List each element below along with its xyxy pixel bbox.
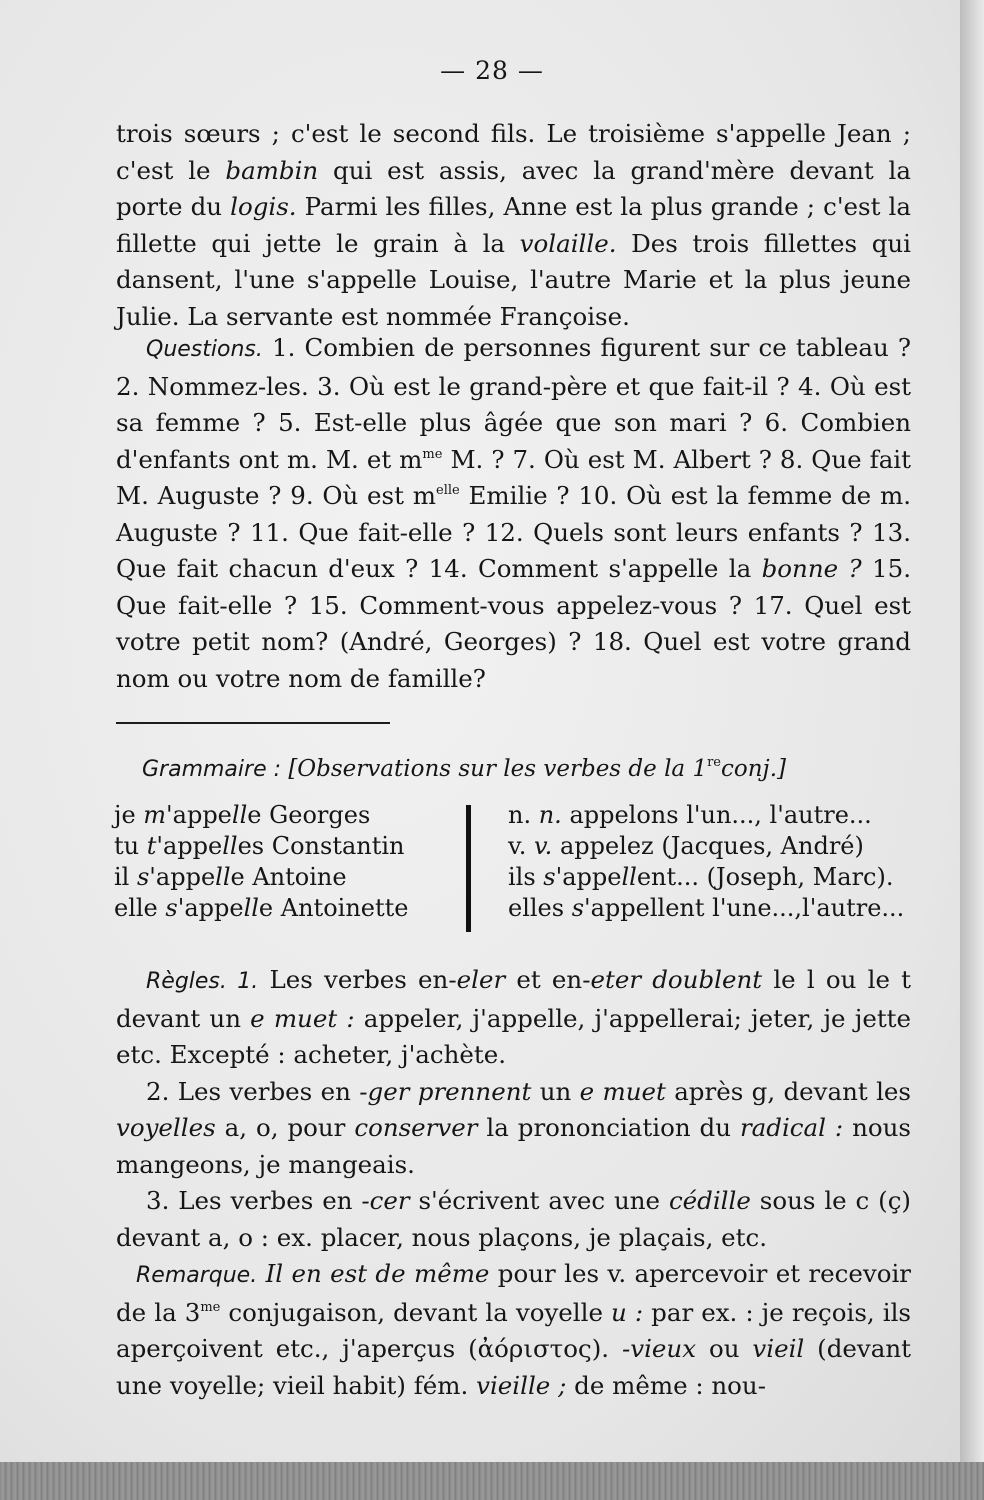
regle-italic: e muet :: [250, 1003, 355, 1033]
subject: v.: [508, 832, 534, 860]
remarque-text: ou: [696, 1334, 753, 1363]
remarque-text: de même : nou-: [566, 1370, 766, 1400]
verb-phrase: appellent l'une...,l'autre...: [590, 894, 905, 922]
subject: il: [114, 863, 137, 891]
remarque-italic: vieille ;: [476, 1370, 567, 1400]
subject: ils: [508, 863, 544, 891]
double-letter: ll: [621, 863, 637, 891]
section-divider: [116, 722, 390, 724]
subject: elles: [508, 894, 572, 922]
verb-end: e Antoinette: [258, 894, 409, 922]
verb-end: e Georges: [247, 801, 371, 829]
regle-text: sous le c (ç) devant a, o : ex. placer, nous plaçons, je plaçais, etc.: [116, 1186, 911, 1252]
remarque-text: conjugaison, devant la voyelle: [220, 1297, 612, 1327]
verb-end: e Antoine: [230, 863, 347, 891]
questions-text: M. ? 7. Où est M. Albert ? 8. Que fait M. Auguste ? 9. Où est m: [116, 444, 911, 510]
superscript: elle: [436, 483, 460, 498]
regle-text: Les verbes en-: [258, 965, 457, 994]
questions-text: 15. Que fait-elle ? 15. Comment-vous appelez-vous ? 17. Quel est votre petit nom? (André, Georges) ? 18. Quel est votre grand nom ou votre nom de famille?: [116, 554, 911, 693]
remarque-italic: -vieux: [621, 1334, 697, 1363]
book-cover-edge: [0, 1462, 984, 1500]
conjugation-line: [508, 893, 904, 924]
remarque-text: par ex. : je reçois, ils aperçoivent etc., j'aperçus (ἀόριστος).: [116, 1297, 911, 1363]
conjugation-plural: [508, 800, 904, 924]
intro-text: qui est assis, avec la grand'mère devant la porte du: [116, 155, 911, 221]
verb-end: ent... (Joseph, Marc).: [636, 863, 894, 891]
regle-italic: conserver: [354, 1113, 478, 1142]
questions-italic: bonne ?: [761, 554, 862, 583]
remarque-text: (devant une voyelle; vieil habit) fém.: [116, 1334, 911, 1400]
remarque-italic: u :: [611, 1297, 644, 1327]
subject: tu: [114, 832, 147, 860]
remarque: [116, 1256, 911, 1404]
superscript: re: [707, 755, 722, 770]
questions-label: Questions.: [146, 337, 263, 362]
regle-italic: -ger prennent: [359, 1076, 532, 1106]
pronoun: m': [143, 801, 173, 829]
page-number: — 28 —: [440, 56, 544, 85]
verb-stem: appe: [562, 863, 622, 891]
intro-text: Des trois fillettes qui dansent, l'une s'appelle Louise, l'autre Marie et la plus jeune Julie. La servante est nommée Françoise.: [116, 228, 912, 331]
regle-text: et en-: [505, 965, 591, 994]
regle-2: [116, 1074, 911, 1184]
regles-section: [116, 962, 911, 1404]
pronoun: s': [571, 894, 591, 922]
regle-3: [116, 1183, 911, 1256]
grammaire-heading: [142, 756, 786, 782]
verb-stem: appe: [155, 863, 216, 891]
intro-text: trois sœurs ; c'est le second fils. Le troisième s'appelle Jean ; c'est le: [116, 119, 911, 185]
grammaire-title: [Observations sur les verbes de la 1: [288, 756, 708, 782]
questions-text: 1. Combien de personnes figurent sur ce tableau ? 2. Nommez-les. 3. Où est le grand-père et que fait-il ? 4. Où est sa femme ? 5. Est-elle plus âgée que son mari ? 6. Combien d'enfants ont m. M. et m: [116, 333, 911, 474]
pronoun: s': [165, 894, 185, 922]
verb-phrase: appelons l'un..., l'autre...: [561, 801, 872, 829]
pronoun: t': [146, 832, 163, 860]
regle-text: a, o, pour: [215, 1113, 355, 1142]
regle-text: 3. Les verbes en: [146, 1186, 362, 1215]
verb-end: es Constantin: [237, 832, 405, 860]
regle-text: le l ou le t devant un: [116, 965, 912, 1033]
page-edge-shadow: [960, 0, 984, 1462]
remarque-italic: Il en est de même: [257, 1259, 490, 1288]
regle-text: 2. Les verbes en: [146, 1076, 360, 1106]
conjugation-line: [114, 800, 408, 831]
conjugation-line: [114, 831, 408, 862]
verb-stem: appe: [172, 801, 232, 829]
conjugation-line: [508, 862, 904, 893]
regle-italic: -cer: [361, 1186, 410, 1215]
regle-text: la prononciation du: [477, 1113, 740, 1142]
subject: n.: [508, 801, 539, 829]
regles-label: Règles. 1.: [146, 969, 259, 994]
regle-text: nous mangeons, je mangeais.: [116, 1113, 912, 1179]
double-letter: ll: [222, 832, 238, 860]
subject: je: [114, 801, 144, 829]
regle-text: appeler, j'appelle, j'appellerai; jeter, je jette etc. Excepté : acheter, j'achète.: [116, 1003, 912, 1069]
double-letter: ll: [215, 863, 231, 891]
intro-italic: bambin: [225, 155, 319, 185]
regle-text: s'écrivent avec une: [409, 1186, 669, 1215]
questions-text: Emilie ? 10. Où est la femme de m. Auguste ? 11. Que fait-elle ? 12. Quels sont leurs enfants ? 13. Que fait chacun d'eux ? 14. Comment s'appelle la: [116, 481, 911, 583]
regle-italic: cédille: [668, 1186, 751, 1215]
regle-1: [116, 962, 911, 1074]
regle-text: après g, devant les: [665, 1076, 911, 1106]
regle-italic: eler: [456, 965, 506, 994]
conjugation-separator: [466, 805, 471, 932]
pronoun: v.: [533, 832, 553, 860]
double-letter: ll: [243, 894, 259, 922]
intro-paragraph: [116, 116, 911, 335]
intro-text: Parmi les filles, Anne est la plus grande ; c'est la fillette qui jette le grain à la: [116, 192, 911, 258]
grammaire-label: Grammaire :: [142, 757, 282, 782]
regle-text: un: [531, 1076, 580, 1106]
regle-italic: e muet: [579, 1076, 666, 1106]
double-letter: ll: [231, 801, 248, 829]
conjugation-line: [114, 862, 408, 893]
conjugation-line: [508, 800, 904, 831]
remarque-label: Remarque.: [136, 1263, 258, 1288]
subject: elle: [114, 894, 166, 922]
regle-italic: voyelles: [116, 1113, 216, 1142]
grammaire-title-end: conj.]: [721, 756, 786, 782]
superscript: me: [422, 446, 443, 462]
verb-stem: appe: [162, 832, 223, 860]
regle-italic: radical :: [739, 1113, 844, 1142]
conjugation-singular: [114, 800, 408, 924]
regle-italic: eter doublent: [590, 965, 763, 994]
remarque-text: pour les v. apercevoir et recevoir de la 3: [116, 1259, 911, 1327]
conjugation-line: [114, 893, 408, 924]
superscript: me: [200, 1299, 221, 1315]
verb-phrase: appelez (Jacques, André): [552, 832, 864, 860]
conjugation-line: [508, 831, 904, 862]
verb-stem: appe: [184, 894, 244, 922]
pronoun: n.: [538, 801, 562, 829]
questions-paragraph: [116, 330, 911, 697]
remarque-italic: vieil: [752, 1334, 805, 1363]
pronoun: s': [136, 863, 156, 891]
pronoun: s': [543, 863, 563, 891]
intro-italic: logis.: [230, 192, 297, 221]
intro-italic: volaille.: [519, 228, 617, 258]
